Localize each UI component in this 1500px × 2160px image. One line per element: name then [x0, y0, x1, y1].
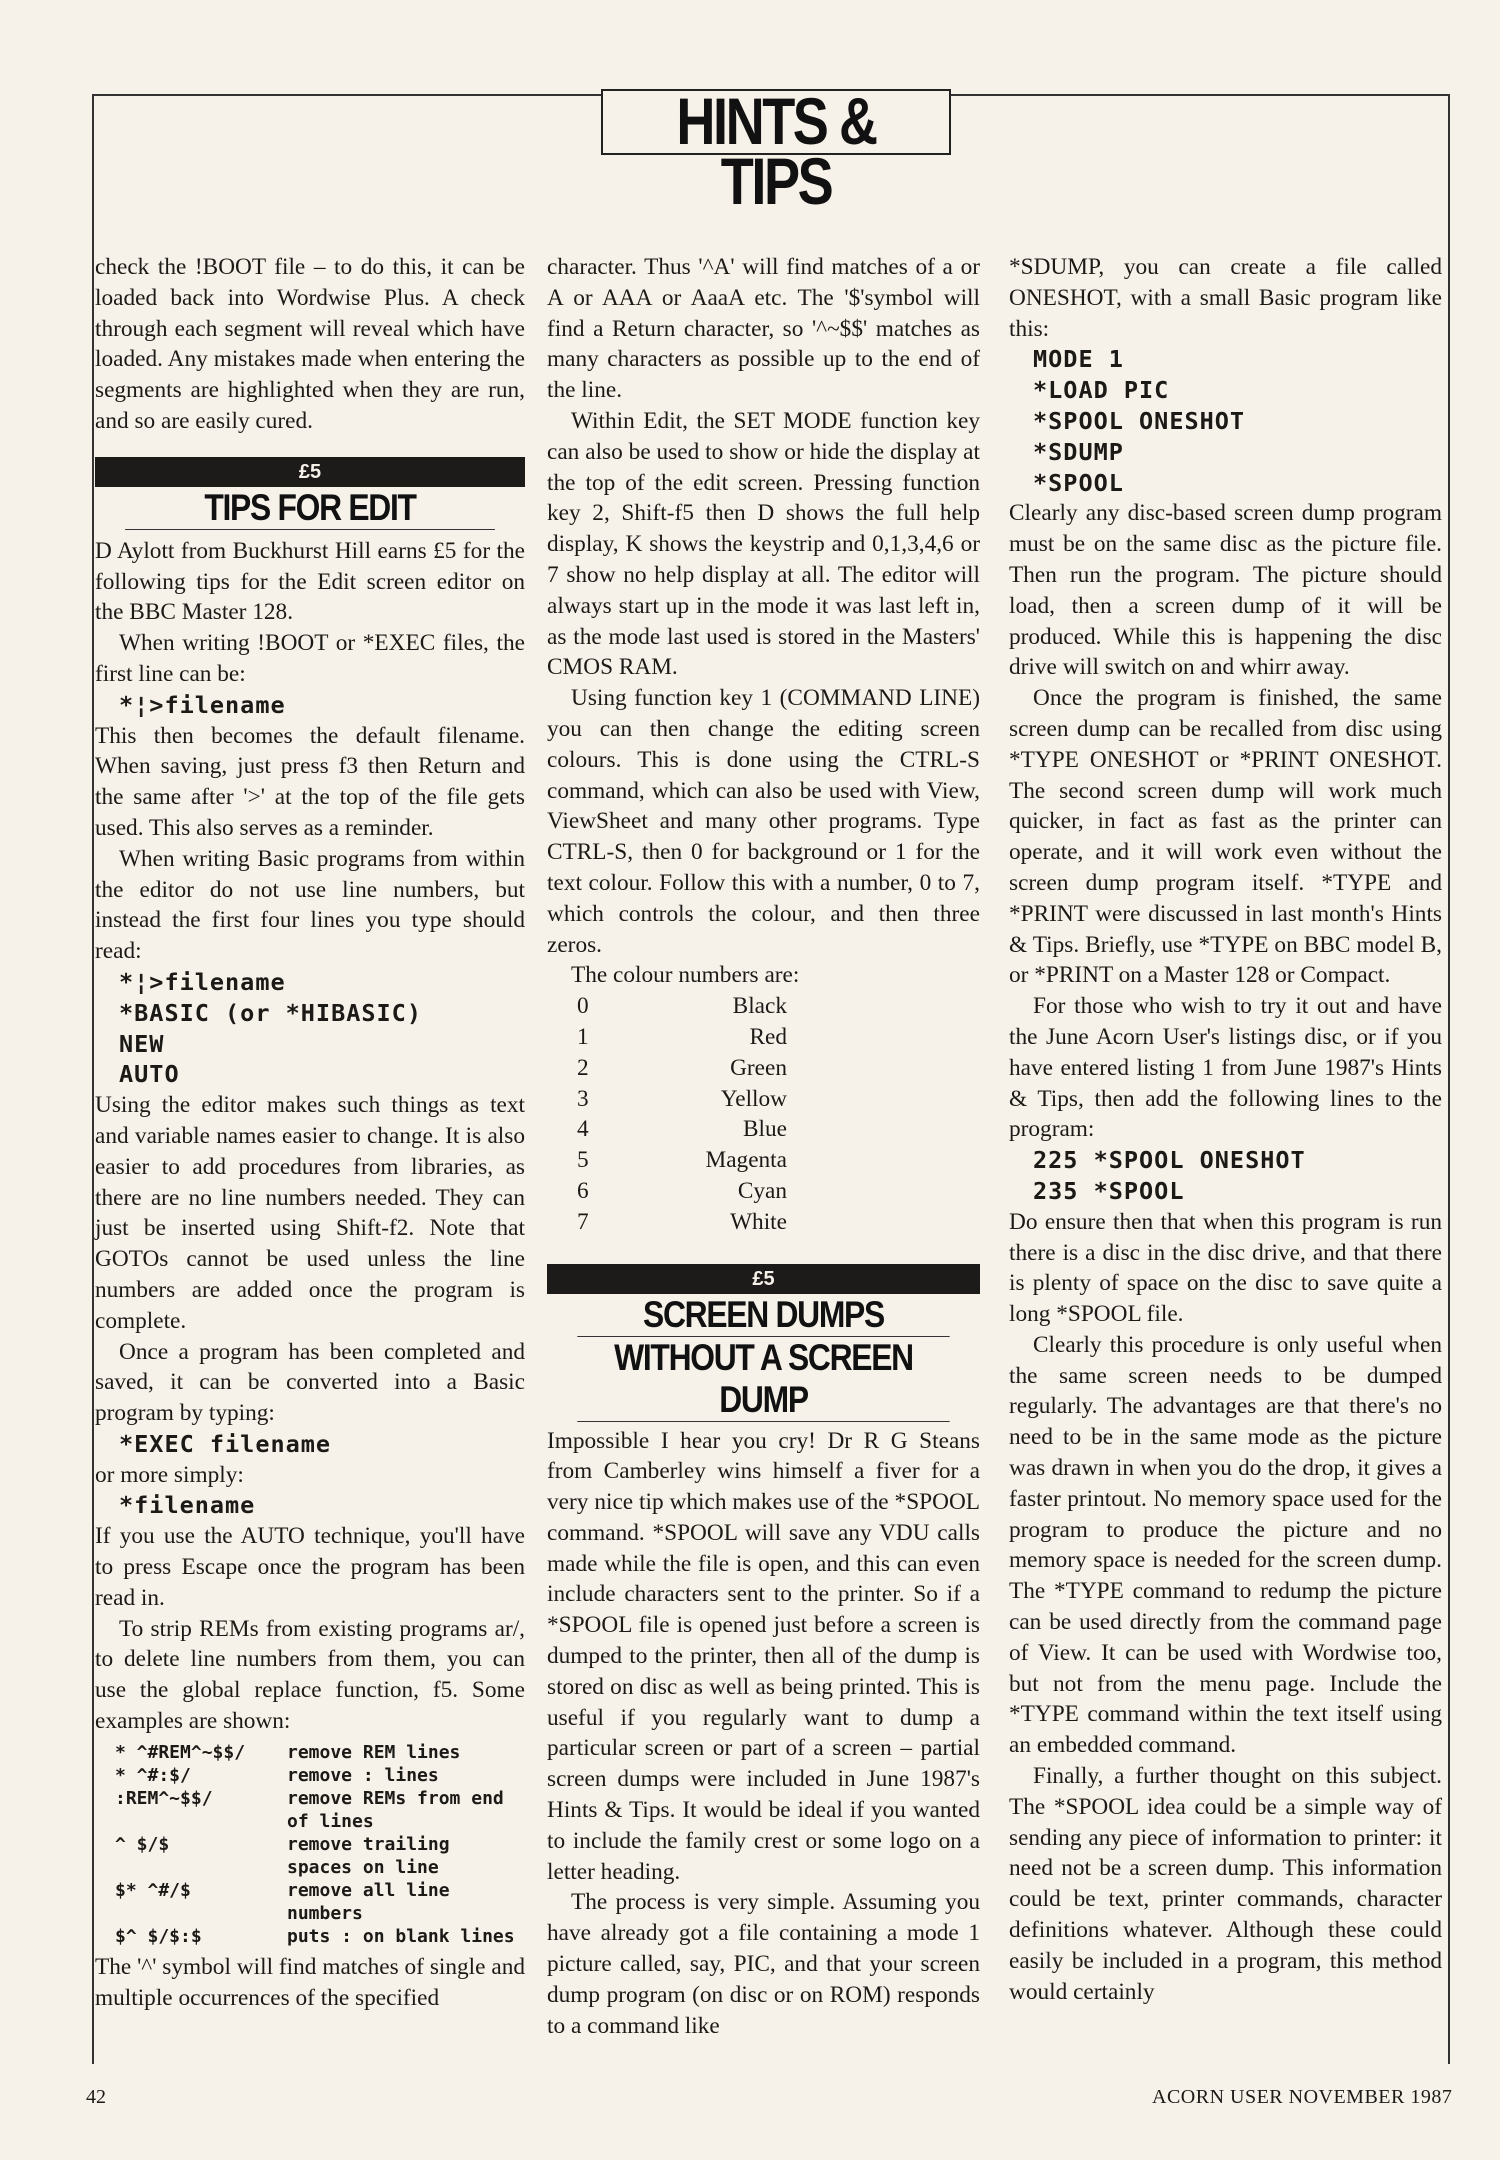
code-line: *¦>filename	[119, 690, 286, 719]
frame-left-rule	[92, 94, 94, 2064]
code-line: *SDUMP	[1033, 437, 1124, 466]
code-line: 225 *SPOOL ONESHOT	[1033, 1146, 1306, 1175]
paragraph: Once the program is finished, the same screen dump can be recalled from disc using *TYPE ONESHOT or *PRINT ONESHOT. The second screen dump will work much quicker, in fact as fast as the printer can operate, and it will work even without the screen dump program itself. *TYPE and *PRINT were discussed in last month's Hints & Tips. Briefly, use *TYPE on BBC model B, or *PRINT on a Master 128 or Compact.	[1009, 685, 1442, 989]
paragraph: or more simply:	[95, 1461, 244, 1488]
code-line: 235 *SPOOL	[1033, 1176, 1185, 1205]
colour-name: Yellow	[720, 1085, 787, 1112]
code-line: *EXEC filename	[119, 1429, 332, 1458]
replace-examples-table	[95, 1741, 525, 1948]
example-description: remove trailing spaces on line	[287, 1833, 461, 1878]
example-pattern: * ^#:$/	[115, 1764, 191, 1786]
code-line: *SPOOL ONESHOT	[1033, 406, 1246, 435]
colour-name: White	[730, 1208, 787, 1235]
colour-name: Green	[730, 1054, 787, 1081]
colour-number: 7	[577, 1208, 589, 1235]
paragraph: If you use the AUTO technique, you'll have to press Escape once the program has been read in.	[95, 1523, 525, 1611]
colour-row	[577, 1084, 837, 1115]
paragraph: This then becomes the default filename. When saving, just press f3 then Return and the same after '>' at the top of the file gets used. This also serves as a reminder.	[95, 722, 525, 841]
column-2	[547, 252, 980, 2041]
column-3	[1009, 252, 1442, 2007]
column-1	[95, 252, 525, 2013]
colour-name: Blue	[742, 1116, 787, 1143]
code-line: NEW	[119, 1029, 165, 1058]
paragraph: *SDUMP, you can create a file called ONESHOT, with a small Basic program like this:	[1009, 254, 1442, 342]
example-description: puts : on blank lines	[287, 1925, 515, 1947]
paragraph: For those who wish to try it out and have the June Acorn User's listings disc, or if you have entered listing 1 from June 1987's Hints & Tips, then add the following lines to the program:	[1009, 993, 1442, 1143]
example-description: remove REM lines	[287, 1741, 461, 1763]
example-row	[115, 1833, 525, 1879]
colour-number: 3	[577, 1085, 589, 1112]
colour-name: Magenta	[705, 1147, 787, 1174]
colour-name: Cyan	[737, 1177, 787, 1204]
colour-table	[577, 991, 837, 1237]
paragraph: Impossible I hear you cry! Dr R G Steans from Camberley wins himself a fiver for a very nice tip which makes use of the *SPOOL command. *SPOOL will save any VDU calls made while the file is open, and this can even include characters sent to the printer. So if a *SPOOL file is opened just before a screen is dumped to the printer, then all of the dump is stored on disc as well as being printed. This is useful if you regularly want to dump a particular screen or part of a screen – partial screen dumps were included in June 1987's Hints & Tips. It would be ideal if you wanted to include the family crest or some logo on a letter heading.	[547, 1427, 980, 1885]
paragraph: Finally, a further thought on this subject. The *SPOOL idea could be a simple way of sending any piece of information to printer: it need not be a screen dump. This information could be text, printer commands, character definitions whatever. Although these could easily be included in a program, this method would certainly	[1009, 1763, 1442, 2005]
example-row	[115, 1879, 525, 1925]
code-line: MODE 1	[1033, 345, 1124, 374]
paragraph: To strip REMs from existing programs ar/, to delete line numbers from them, you can use the global replace function, f5. Some examples are shown:	[95, 1615, 525, 1735]
paragraph: The colour numbers are:	[571, 962, 800, 989]
example-description: remove REMs from end of lines	[287, 1787, 515, 1832]
code-line: *BASIC (or *HIBASIC)	[119, 998, 422, 1027]
colour-row	[577, 1022, 837, 1053]
prize-bar: £5	[547, 1264, 980, 1294]
code-line: *¦>filename	[119, 967, 286, 996]
colour-row	[577, 1114, 837, 1145]
intro-paragraph: check the !BOOT file – to do this, it can be loaded back into Wordwise Plus. A check through each segment will reveal which have loaded. Any mistakes made when entering the segments are highlighted when they are run, and so are easily cured.	[95, 254, 525, 434]
colour-number: 5	[577, 1147, 589, 1174]
paragraph: The process is very simple. Assuming you have already got a file containing a mode 1 picture called, say, PIC, and that your screen dump program (on disc or on ROM) responds to a command like	[547, 1889, 980, 2039]
code-line: *SPOOL	[1033, 468, 1124, 497]
colour-number: 0	[577, 993, 589, 1020]
paragraph: D Aylott from Buckhurst Hill earns £5 for the following tips for the Edit screen editor on the BBC Master 128.	[95, 537, 525, 626]
paragraph: Do ensure then that when this program is run there is a disc in the disc drive, and that there is plenty of space on the disc to save quite a long *SPOOL file.	[1009, 1208, 1442, 1328]
example-pattern: :REM^~$$/	[115, 1787, 213, 1809]
colour-row	[577, 1053, 837, 1084]
paragraph: Clearly any disc-based screen dump program must be on the same disc as the picture file. Then run the program. The picture should load, then a screen dump of it will be produced. While this is happening the disc drive will switch on and whirr away.	[1009, 500, 1442, 681]
header-rule-left	[92, 94, 602, 96]
colour-number: 6	[577, 1177, 589, 1204]
example-pattern: ^ $/$	[115, 1833, 170, 1855]
section-banner	[601, 84, 951, 218]
example-pattern: $* ^#/$	[115, 1879, 191, 1901]
frame-right-rule	[1448, 94, 1450, 2064]
paragraph: When writing !BOOT or *EXEC files, the first line can be:	[95, 630, 525, 687]
paragraph: When writing Basic programs from within the editor do not use line numbers, but instead the first four lines you type should read:	[95, 845, 525, 965]
example-row	[115, 1925, 525, 1948]
example-description: remove all line numbers	[287, 1879, 461, 1924]
colour-number: 1	[577, 1023, 589, 1050]
colour-number: 4	[577, 1116, 589, 1143]
colour-row	[577, 1145, 837, 1176]
paragraph: The '^' symbol will find matches of single and multiple occurrences of the specified	[95, 1953, 525, 2011]
paragraph: Within Edit, the SET MODE function key can also be used to show or hide the display at the top of the edit screen. Pressing function key 2, Shift-f5 then D shows the full help display, K shows the keystrip and 0,1,3,4,6 or 7 show no help display at all. The editor will always start up in the mode it was last left in, as the mode last used is stored in the Masters' CMOS RAM.	[547, 407, 980, 681]
code-line: AUTO	[119, 1060, 180, 1089]
article-headline: TIPS FOR EDIT	[125, 487, 495, 530]
colour-row	[577, 1176, 837, 1207]
paragraph: character. Thus '^A' will find matches of a or A or AAA or AaaA etc. The '$'symbol will find a Return character, so '^~$$' matches as many characters as possible up to the end of the line.	[547, 254, 980, 404]
header-rule-right	[950, 94, 1450, 96]
paragraph: Using function key 1 (COMMAND LINE) you can then change the editing screen colours. This is done using the CTRL-S command, which can also be used with View, ViewSheet and many other programs. Type CTRL-S, then 0 for background or 1 for the text colour. Follow this with a number, 0 to 7, which controls the colour, and then three zeros.	[547, 685, 980, 958]
colour-name: Black	[732, 993, 787, 1020]
section-title: HINTS & TIPS	[676, 84, 876, 218]
page-number: 42	[86, 2086, 106, 2108]
example-pattern: $^ $/$:$	[115, 1925, 202, 1947]
paragraph: Clearly this procedure is only useful when the same screen needs to be dumped regularly. The advantages are that there's no need to be in the same mode as the picture was drawn in when you do the drop, it gives a faster printout. No memory space used for the program to produce the picture and no memory space is needed for the screen dump. The *TYPE command to redump the picture can be used directly from the command page of View. It can be used with Wordwise too, but not from the menu page. Include the *TYPE command within the text itself using an embedded command.	[1009, 1331, 1442, 1759]
colour-row	[577, 991, 837, 1022]
colour-name: Red	[749, 1023, 787, 1050]
paragraph: Using the editor makes such things as text and variable names easier to change. It is also easier to add procedures from libraries, as there are no line numbers needed. They can just be inserted using Shift-f2. Note that GOTOs cannot be used unless the line numbers are added once the program is complete.	[95, 1092, 525, 1334]
code-line: *LOAD PIC	[1033, 376, 1170, 405]
example-description: remove : lines	[287, 1764, 439, 1786]
colour-number: 2	[577, 1054, 589, 1081]
example-row	[115, 1787, 525, 1833]
example-row	[115, 1741, 525, 1764]
paragraph: Once a program has been completed and saved, it can be converted into a Basic program by typing:	[95, 1338, 525, 1427]
code-line: *filename	[119, 1491, 256, 1520]
prize-bar: £5	[95, 457, 525, 487]
magazine-issue: ACORN USER NOVEMBER 1987	[1152, 2086, 1453, 2108]
colour-row	[577, 1207, 837, 1238]
example-row	[115, 1764, 525, 1787]
example-pattern: * ^#REM^~$$/	[115, 1741, 246, 1763]
article-headline-line2: WITHOUT A SCREEN DUMP	[577, 1337, 949, 1422]
article-headline: SCREEN DUMPS	[577, 1294, 949, 1337]
